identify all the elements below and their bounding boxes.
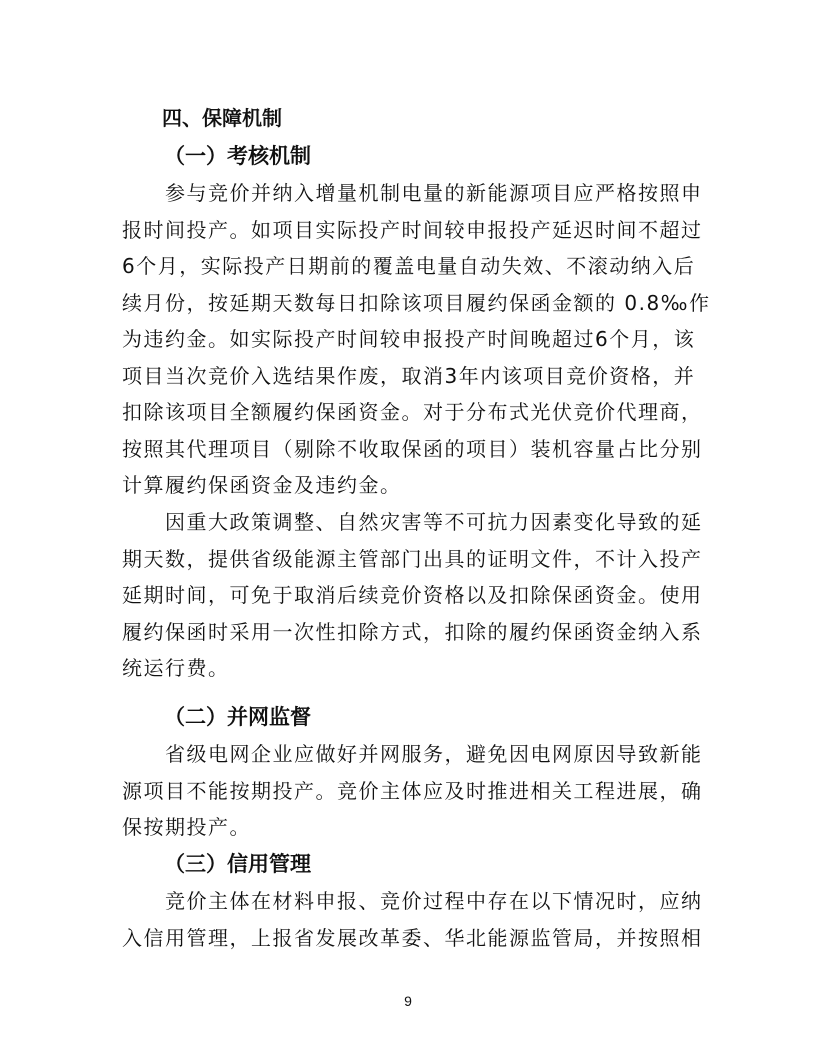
text-line: 参与竞价并纳入增量机制电量的新能源项目应严格按照申: [122, 181, 703, 205]
subsection-heading: （三）信用管理: [164, 851, 311, 876]
paragraph: [122, 504, 703, 687]
text-line: 为违约金。如实际投产时间较申报投产时间晚超过6个月，该: [122, 327, 696, 352]
section-title: 四、保障机制: [162, 106, 282, 130]
paragraph: [122, 175, 711, 504]
page-number: 9: [404, 993, 412, 1009]
text-line: 期天数，提供省级能源主管部门出具的证明文件，不计入投产: [122, 546, 703, 571]
text-line: 履约保函时采用一次性扣除方式，扣除的履约保函资金纳入系: [122, 619, 703, 644]
text-line: 按照其代理项目（剔除不收取保函的项目）装机容量占比分别: [122, 436, 703, 461]
text-line: 续月份，按延期天数每日扣除该项目履约保函金额的 0.8‰作: [122, 290, 711, 315]
subsection-heading: （二）并网监督: [164, 704, 311, 729]
text-line: 源项目不能按期投产。竞价主体应及时推进相关工程进展，确: [122, 778, 703, 803]
subsection-heading: （一）考核机制: [164, 143, 311, 168]
paragraph: [122, 736, 703, 846]
text-line: 6个月，实际投产日期前的覆盖电量自动失效、不滚动纳入后: [122, 254, 696, 279]
text-line: 保按期投产。: [122, 815, 251, 840]
text-line: 竞价主体在材料申报、竞价过程中存在以下情况时，应纳: [122, 889, 703, 913]
text-line: 报时间投产。如项目实际投产时间较申报投产延迟时间不超过: [122, 217, 703, 242]
paragraph: [122, 883, 703, 956]
text-line: 因重大政策调整、自然灾害等不可抗力因素变化导致的延: [122, 510, 703, 534]
text-line: 入信用管理，上报省发展改革委、华北能源监管局，并按照相: [122, 925, 703, 950]
text-line: 项目当次竞价入选结果作废，取消3年内该项目竞价资格，并: [122, 363, 696, 388]
text-line: 延期时间，可免于取消后续竞价资格以及扣除保函资金。使用: [122, 583, 703, 608]
text-line: 计算履约保函资金及违约金。: [122, 473, 402, 498]
text-line: 省级电网企业应做好并网服务，避免因电网原因导致新能: [122, 742, 703, 766]
text-line: 统运行费。: [122, 656, 230, 681]
text-line: 扣除该项目全额履约保函资金。对于分布式光伏竞价代理商，: [122, 400, 703, 425]
